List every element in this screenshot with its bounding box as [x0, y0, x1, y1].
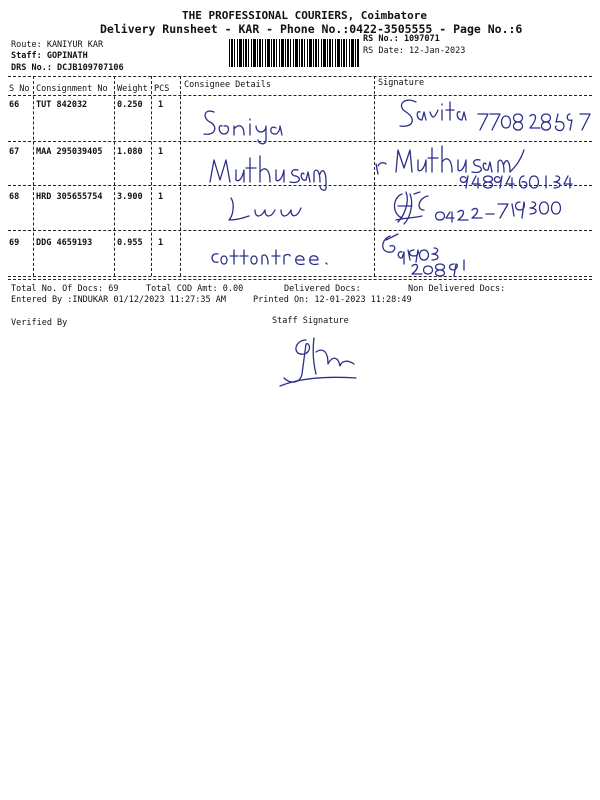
row-weight: 0.250: [117, 100, 143, 110]
row-weight: 1.080: [117, 147, 143, 157]
col-header-weight: Weight: [117, 84, 148, 94]
staff-label: Staff: GOPINATH: [11, 51, 88, 61]
non-delivered-docs: Non Delivered Docs:: [408, 284, 506, 294]
row-pcs: 1: [158, 100, 164, 110]
barcode: [229, 39, 359, 67]
handwritten-signature-69: [378, 230, 498, 280]
handwritten-signature-67: [372, 142, 592, 190]
row-consignment: TUT 842032: [36, 100, 88, 110]
printed-on: Printed On: 12-01-2023 11:28:49: [253, 295, 412, 305]
row-pcs: 1: [158, 147, 164, 157]
row-pcs: 1: [158, 192, 164, 202]
row-pcs: 1: [158, 238, 164, 248]
delivered-docs: Delivered Docs:: [284, 284, 361, 294]
row-sno: 68: [9, 192, 20, 202]
col-header-consignment: Consignment No: [36, 84, 108, 94]
col-header-consignee: Consignee Details: [184, 80, 271, 90]
company-title: THE PROFESSIONAL COURIERS, Coimbatore: [182, 9, 428, 22]
drs-number: DRS No.: DCJB109707106: [11, 63, 124, 73]
total-cod-amount: Total COD Amt: 0.00: [146, 284, 244, 294]
rs-date: RS Date: 12-Jan-2023: [363, 46, 466, 56]
handwritten-signature-68: [388, 188, 568, 230]
col-header-sno: S No: [9, 84, 30, 94]
row-sno: 69: [9, 238, 20, 248]
handwritten-consignee-muthusamy: [208, 152, 328, 190]
row-consignment: DDG 4659193: [36, 238, 93, 248]
verified-by-label: Verified By: [11, 318, 68, 328]
col-header-signature: Signature: [378, 78, 425, 88]
row-weight: 0.955: [117, 238, 143, 248]
handwritten-consignee-soniya: [200, 104, 300, 144]
row-sno: 67: [9, 147, 20, 157]
total-docs: Total No. Of Docs: 69: [11, 284, 119, 294]
row-weight: 3.900: [117, 192, 143, 202]
row-consignment: MAA 295039405: [36, 147, 103, 157]
staff-signature-mark: [276, 334, 366, 394]
handwritten-signature-66: [394, 96, 594, 140]
row-consignment: HRD 305655754: [36, 192, 103, 202]
col-header-pcs: PCS: [154, 84, 170, 94]
route-label: Route: KANIYUR KAR: [11, 40, 104, 50]
row-sno: 66: [9, 100, 20, 110]
entered-by: Entered By :INDUKAR 01/12/2023 11:27:35 AM: [11, 295, 226, 305]
runsheet-subtitle: Delivery Runsheet - KAR - Phone No.:0422-3505555 - Page No.:6: [100, 22, 523, 36]
handwritten-consignee-law: [225, 196, 315, 226]
handwritten-consignee-cottontree: [208, 244, 338, 272]
rs-number: RS No.: 1097071: [363, 34, 440, 44]
staff-signature-label: Staff Signature: [272, 316, 349, 326]
